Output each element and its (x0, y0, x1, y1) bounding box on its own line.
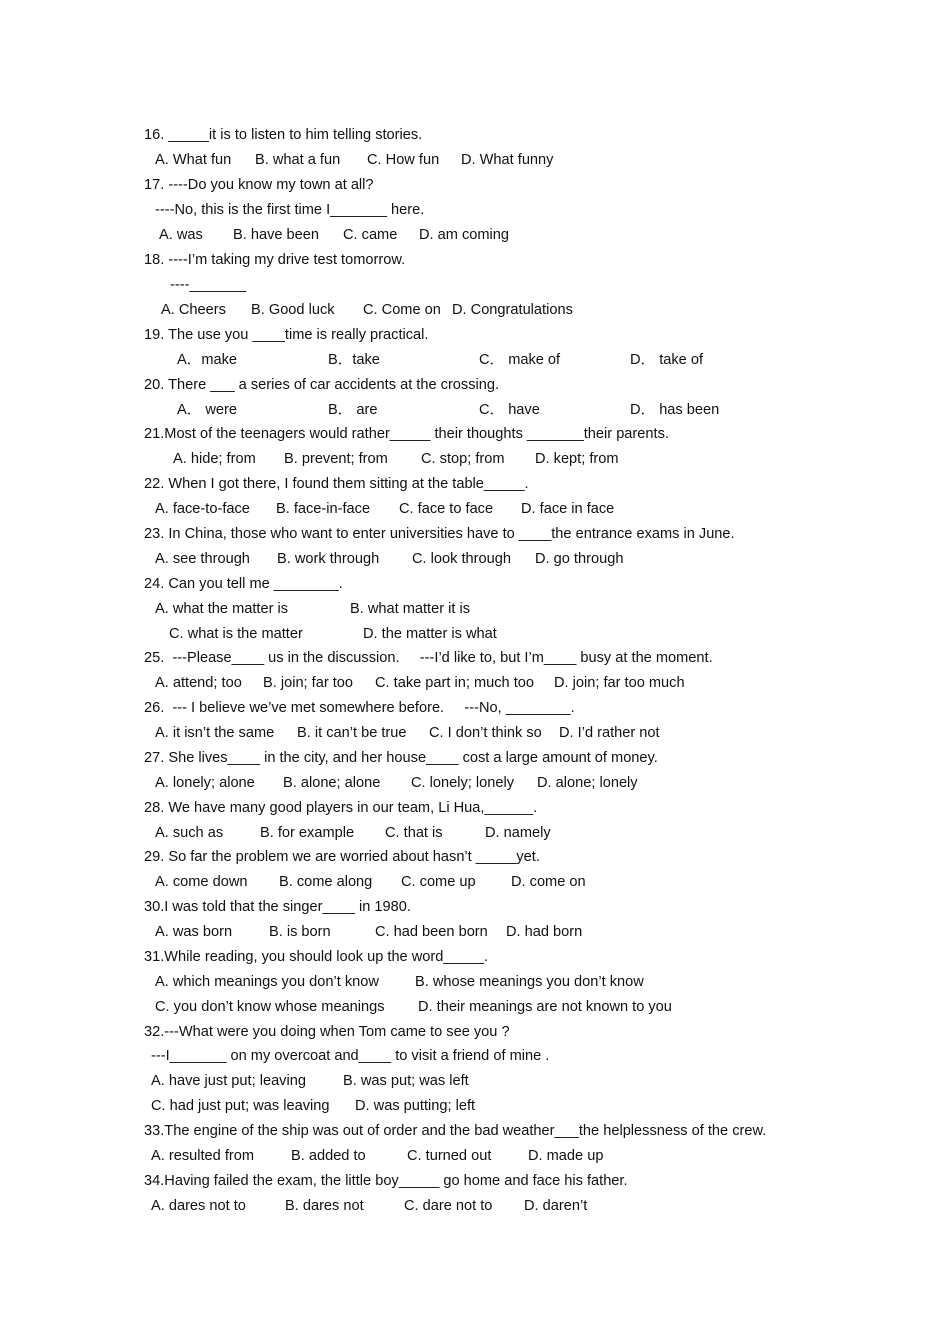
option-a: A. hide; from (173, 451, 256, 467)
option-d: D. go through (535, 551, 624, 567)
option-d: D. join; far too much (554, 675, 685, 691)
option-c: C. had been born (375, 924, 488, 940)
option-b: B. for example (260, 825, 355, 841)
option-b: B. have been (233, 227, 320, 243)
option-c: C. I don’t think so (429, 725, 542, 741)
option-c: C. face to face (399, 501, 494, 517)
option-a: A. see through (155, 551, 250, 567)
question-18-options (0, 298, 573, 323)
option-b: B. prevent; from (284, 451, 388, 467)
question-30-options (0, 920, 583, 945)
document-page: 16. _____it is to listen to him telling stories. A. What fun B. what a fun C. How fun D. What funny 17. ----Do you know my town at all? ----No, this is the first time I_______ here. A. was B. have been C. came D. am coming 18. ----I’m taking my drive test tomorrow. ----_______ A. Cheers B. Good luck C. Come on D. Congratulations 19. The use you ____time is really practical. A．make B．take C． make of D． take of 20. There ___ a series of car accidents at the crossing. A． were B． are C． have D． has been 21.Most of the teenagers would rather_____ their thoughts _______their parents. A. hide; from B. prevent; from C. stop; from D. kept; from 22. When I got there, I found them sitting at the table_____. A. face-to-face B. face-in-face C. face to face D. face in face 23. In China, those who want to enter universities have to ____the entrance exams in June. A. see through B. work through C. look through D. go through 24. Can you tell me ________. A. what the matter is B. what matter it is C. what is the matter D. the matter is what 25. ---Please____ us in the discussion. ---I’d like to, but I’m____ busy at the moment. A. attend; too B. join; far too C. take part in; much too D. join; far too much 26. --- I believe we’ve met somewhere before. ---No, ________. A. it isn’t the same B. it can’t be true C. I don’t think so D. I’d rather not 27. She lives____ in the city, and her house____ cost a large amount of money. A. lonely; alone B. alone; alone C. lonely; lonely D. alone; lonely 28. We have many good players in our team, Li Hua,______. A. such as B. for example C. that is D. namely 29. So far the problem we are worried about hasn’t _____yet. A. come down B. come along C. come up D. come on 30.I was told that the singer____ in 1980. A. was born B. is born C. had been born D. had born 31.While reading, you should look up the word_____. A. which meanings you don’t know B. whose meanings you don’t know C. you don’t know whose meanings D. their meanings are not known to you 32.---What were you doing when Tom came to see you ? ---I_______ on my overcoat and____ to visit a friend of mine . A. have just put; leaving B. was put; was left C. had just put; was leaving D. was putting; left 33.The engine of the ship was out of order and the bad weather___the helplessness of the crew. A. resulted from B. added to C. turned out D. made up 34.Having failed the exam, the little boy_____ go home and face his father. A. dares not to B. dares not C. dare not to D. daren’t (0, 0, 950, 1344)
option-c: C. come up (401, 874, 476, 890)
option-d: D. kept; from (535, 451, 619, 467)
question-31-options-row2 (0, 995, 672, 1020)
question-20-options (0, 398, 720, 423)
option-b: B. alone; alone (283, 775, 381, 791)
question-29-options (0, 870, 586, 895)
option-c: C． make of (479, 352, 561, 368)
option-a: A. which meanings you don’t know (155, 974, 379, 990)
option-b: B. Good luck (251, 302, 335, 318)
option-c: C． have (479, 402, 540, 418)
option-a: A. such as (155, 825, 224, 841)
option-d: D. was putting; left (355, 1098, 476, 1114)
option-a: A. it isn’t the same (155, 725, 275, 741)
option-c: C. had just put; was leaving (151, 1098, 330, 1114)
question-31-options-row1 (0, 970, 644, 995)
option-c: C. stop; from (421, 451, 505, 467)
option-d: D． take of (630, 352, 703, 368)
option-c: C. Come on (363, 302, 441, 318)
option-a: A. lonely; alone (155, 775, 255, 791)
option-a: A. was born (155, 924, 233, 940)
option-a: A． were (177, 402, 238, 418)
option-b: B. face-in-face (276, 501, 371, 517)
question-26-options (0, 721, 660, 746)
option-b: B．take (328, 352, 380, 368)
option-b: B. was put; was left (343, 1073, 469, 1089)
option-d: D. Congratulations (452, 302, 573, 318)
option-b: B. come along (279, 874, 373, 890)
option-c: C. you don’t know whose meanings (155, 999, 385, 1015)
option-d: D. face in face (521, 501, 615, 517)
option-d: D. daren’t (524, 1198, 588, 1214)
option-a: A. dares not to (151, 1198, 246, 1214)
option-a: A. have just put; leaving (151, 1073, 306, 1089)
option-d: D. their meanings are not known to you (418, 999, 672, 1015)
question-25-options (0, 671, 685, 696)
question-32-options-row1 (0, 1069, 469, 1094)
option-c: C. came (343, 227, 398, 243)
option-b: B. is born (269, 924, 331, 940)
option-d: D. had born (506, 924, 583, 940)
option-a: A．make (177, 352, 238, 368)
option-b: B. dares not (285, 1198, 364, 1214)
question-24-options-row1 (0, 597, 471, 622)
option-a: A. was (159, 227, 203, 243)
option-c: C. what is the matter (169, 626, 303, 642)
option-c: C. look through (412, 551, 511, 567)
option-d: D． has been (630, 402, 720, 418)
option-d: D. the matter is what (363, 626, 497, 642)
question-27-options (0, 771, 638, 796)
option-d: D. come on (511, 874, 586, 890)
option-a: A. come down (155, 874, 248, 890)
question-19-options (0, 348, 703, 373)
question-17-options (0, 223, 510, 248)
option-b: B． are (328, 402, 378, 418)
option-b: B. what a fun (255, 152, 341, 168)
question-34-options (0, 1194, 588, 1219)
option-a: A. Cheers (161, 302, 226, 318)
option-b: B. join; far too (263, 675, 354, 691)
option-d: D. am coming (419, 227, 510, 243)
option-d: D. made up (528, 1148, 604, 1164)
option-d: D. I’d rather not (559, 725, 660, 741)
option-a: A. attend; too (155, 675, 242, 691)
option-c: C. turned out (407, 1148, 492, 1164)
option-b: B. what matter it is (350, 601, 471, 617)
option-a: A. resulted from (151, 1148, 255, 1164)
option-c: C. that is (385, 825, 443, 841)
option-a: A. face-to-face (155, 501, 250, 517)
option-b: B. work through (277, 551, 380, 567)
question-28-options (0, 821, 551, 846)
option-d: D. namely (485, 825, 551, 841)
question-33-options (0, 1144, 604, 1169)
option-a: A. what the matter is (155, 601, 289, 617)
option-c: C. How fun (367, 152, 440, 168)
option-c: C. dare not to (404, 1198, 493, 1214)
option-c: C. lonely; lonely (411, 775, 515, 791)
option-c: C. take part in; much too (375, 675, 534, 691)
option-d: D. What funny (461, 152, 554, 168)
option-b: B. whose meanings you don’t know (415, 974, 644, 990)
option-b: B. it can’t be true (297, 725, 407, 741)
question-16-options (0, 148, 554, 173)
option-d: D. alone; lonely (537, 775, 638, 791)
question-21-options (0, 447, 619, 472)
question-32-options-row2 (0, 1094, 476, 1119)
option-a: A. What fun (155, 152, 232, 168)
question-22-options (0, 497, 615, 522)
question-23-options (0, 547, 624, 572)
option-b: B. added to (291, 1148, 366, 1164)
question-24-options-row2 (0, 622, 497, 647)
